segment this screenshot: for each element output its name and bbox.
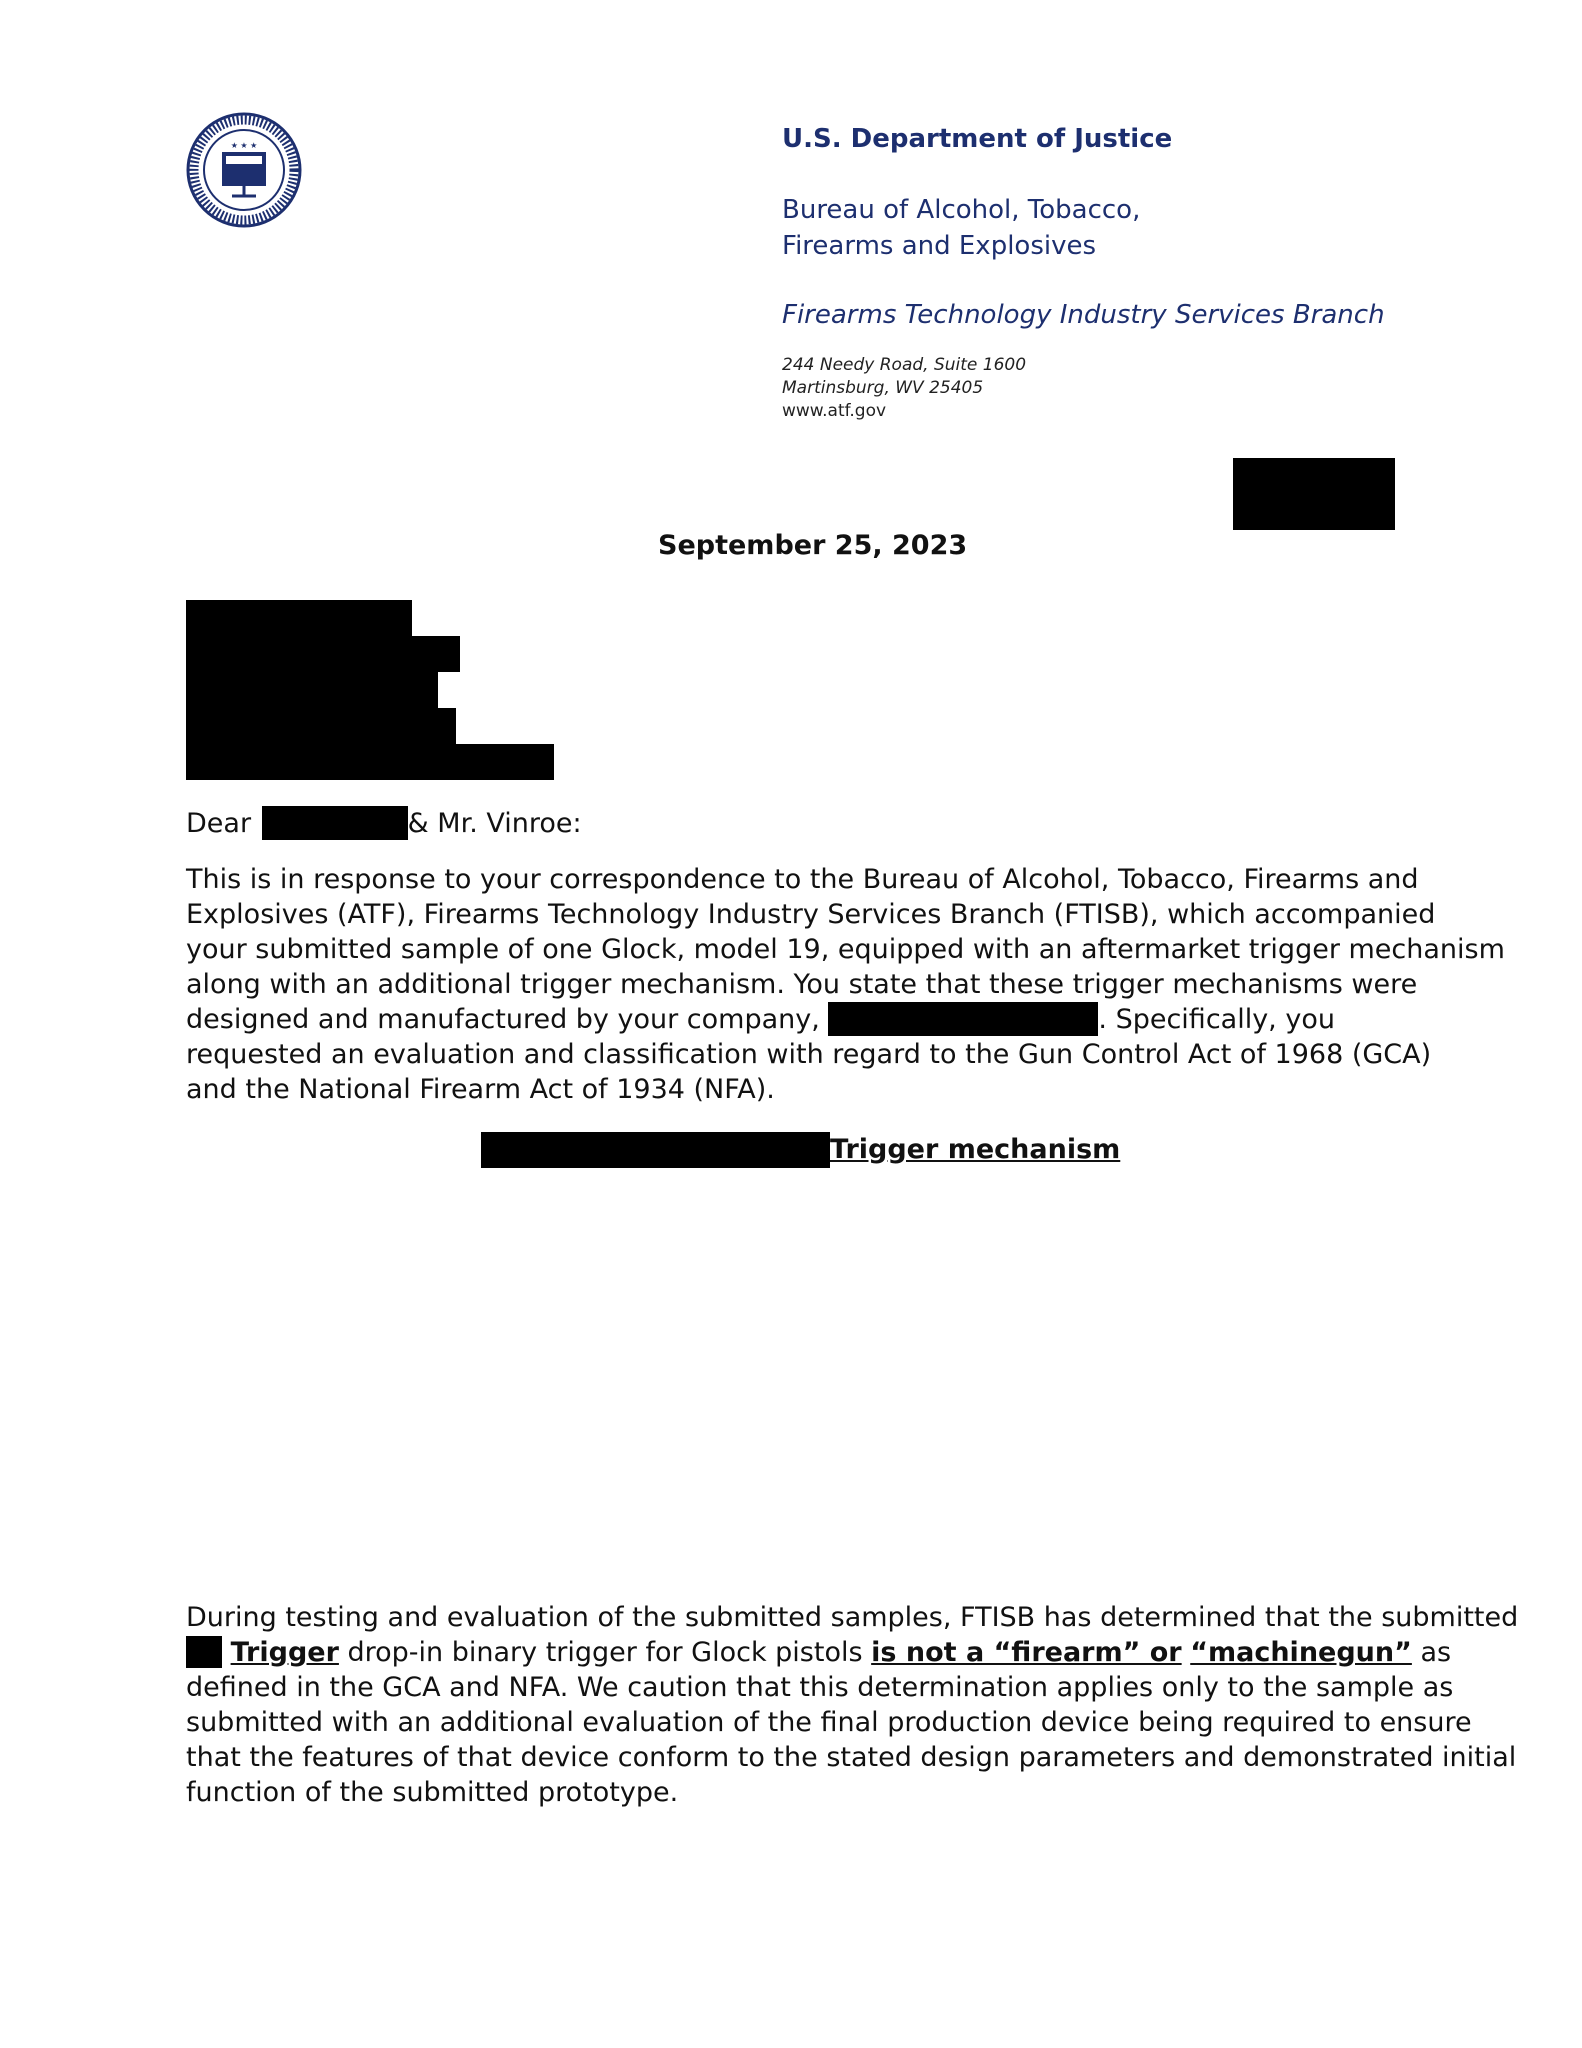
redaction-company (828, 1002, 1098, 1036)
paragraph-1-line: your submitted sample of one Glock, model 19, equipped with an aftermarket trigger mechanism (186, 934, 1505, 965)
paragraph-2-line2-mid: drop-in binary trigger for Glock pistols (338, 1637, 872, 1668)
paragraph-2-line: defined in the GCA and NFA. We caution that this determination applies only to the sample as (186, 1672, 1454, 1703)
bureau-name (782, 192, 1140, 264)
paragraph-2-line: During testing and evaluation of the submitted samples, FTISB has determined that the submitted (186, 1602, 1519, 1633)
paragraph-1-line (186, 1002, 1505, 1037)
address-line-1: 244 Needy Road, Suite 1600 (782, 355, 1027, 375)
paragraph-1-line: This is in response to your correspondence to the Bureau of Alcohol, Tobacco, Firearms and (186, 864, 1419, 895)
paragraph-1-line: Explosives (ATF), Firearms Technology Industry Services Branch (FTISB), which accompanied (186, 899, 1436, 930)
redaction-reference (1233, 458, 1395, 530)
redaction-name (262, 806, 408, 840)
redaction-recipient-line-1 (186, 600, 412, 636)
paragraph-1-line: and the National Firearm Act of 1934 (NFA). (186, 1074, 775, 1105)
paragraph-2-line: that the features of that device conform to the stated design parameters and demonstrated initial (186, 1742, 1517, 1773)
paragraph-2-line: submitted with an additional evaluation of the final production device being required to ensure (186, 1707, 1472, 1738)
redaction-product-name (481, 1132, 830, 1168)
paragraph-2-line2-end: as (1411, 1637, 1452, 1668)
bureau-line-1: Bureau of Alcohol, Tobacco, (782, 195, 1141, 225)
paragraph-1-line5-start: designed and manufactured by your company, (186, 1004, 820, 1035)
redaction-recipient-line-3 (186, 672, 438, 708)
branch-name: Firearms Technology Industry Services Branch (782, 300, 1385, 330)
address-line-2: Martinsburg, WV 25405 (782, 378, 984, 398)
paragraph-1-line5-end: . Specifically, you (1098, 1004, 1335, 1035)
paragraph-2-line: function of the submitted prototype. (186, 1777, 679, 1808)
atf-seal-icon (186, 112, 302, 228)
redaction-product-prefix (186, 1636, 222, 1668)
bureau-line-2: Firearms and Explosives (782, 231, 1097, 261)
paragraph-2-line (186, 1635, 1518, 1670)
salutation-rest: & Mr. Vinroe: (407, 808, 582, 839)
salutation-dear: Dear (186, 808, 252, 839)
machinegun-term: “machinegun” (1190, 1637, 1412, 1668)
paragraph-1-line: along with an additional trigger mechanism. You state that these trigger mechanisms were (186, 969, 1418, 1000)
website-link[interactable]: www.atf.gov (782, 401, 887, 421)
classification-statement: is not a “firearm” or (871, 1637, 1182, 1668)
redaction-recipient-line-2 (186, 636, 460, 672)
paragraph-1 (186, 862, 1505, 1107)
letter-date: September 25, 2023 (658, 530, 968, 561)
section-heading: Trigger mechanism (830, 1134, 1121, 1165)
trigger-word: Trigger (230, 1637, 339, 1668)
salutation (186, 806, 582, 841)
redaction-recipient-line-5 (186, 744, 554, 780)
address-block (782, 354, 1026, 423)
paragraph-2 (186, 1600, 1518, 1810)
department-name: U.S. Department of Justice (782, 124, 1173, 154)
svg-text:★ ★ ★: ★ ★ ★ (230, 141, 258, 150)
redaction-recipient-line-4 (186, 708, 456, 744)
paragraph-1-line: requested an evaluation and classification with regard to the Gun Control Act of 1968 (GCA) (186, 1039, 1432, 1070)
